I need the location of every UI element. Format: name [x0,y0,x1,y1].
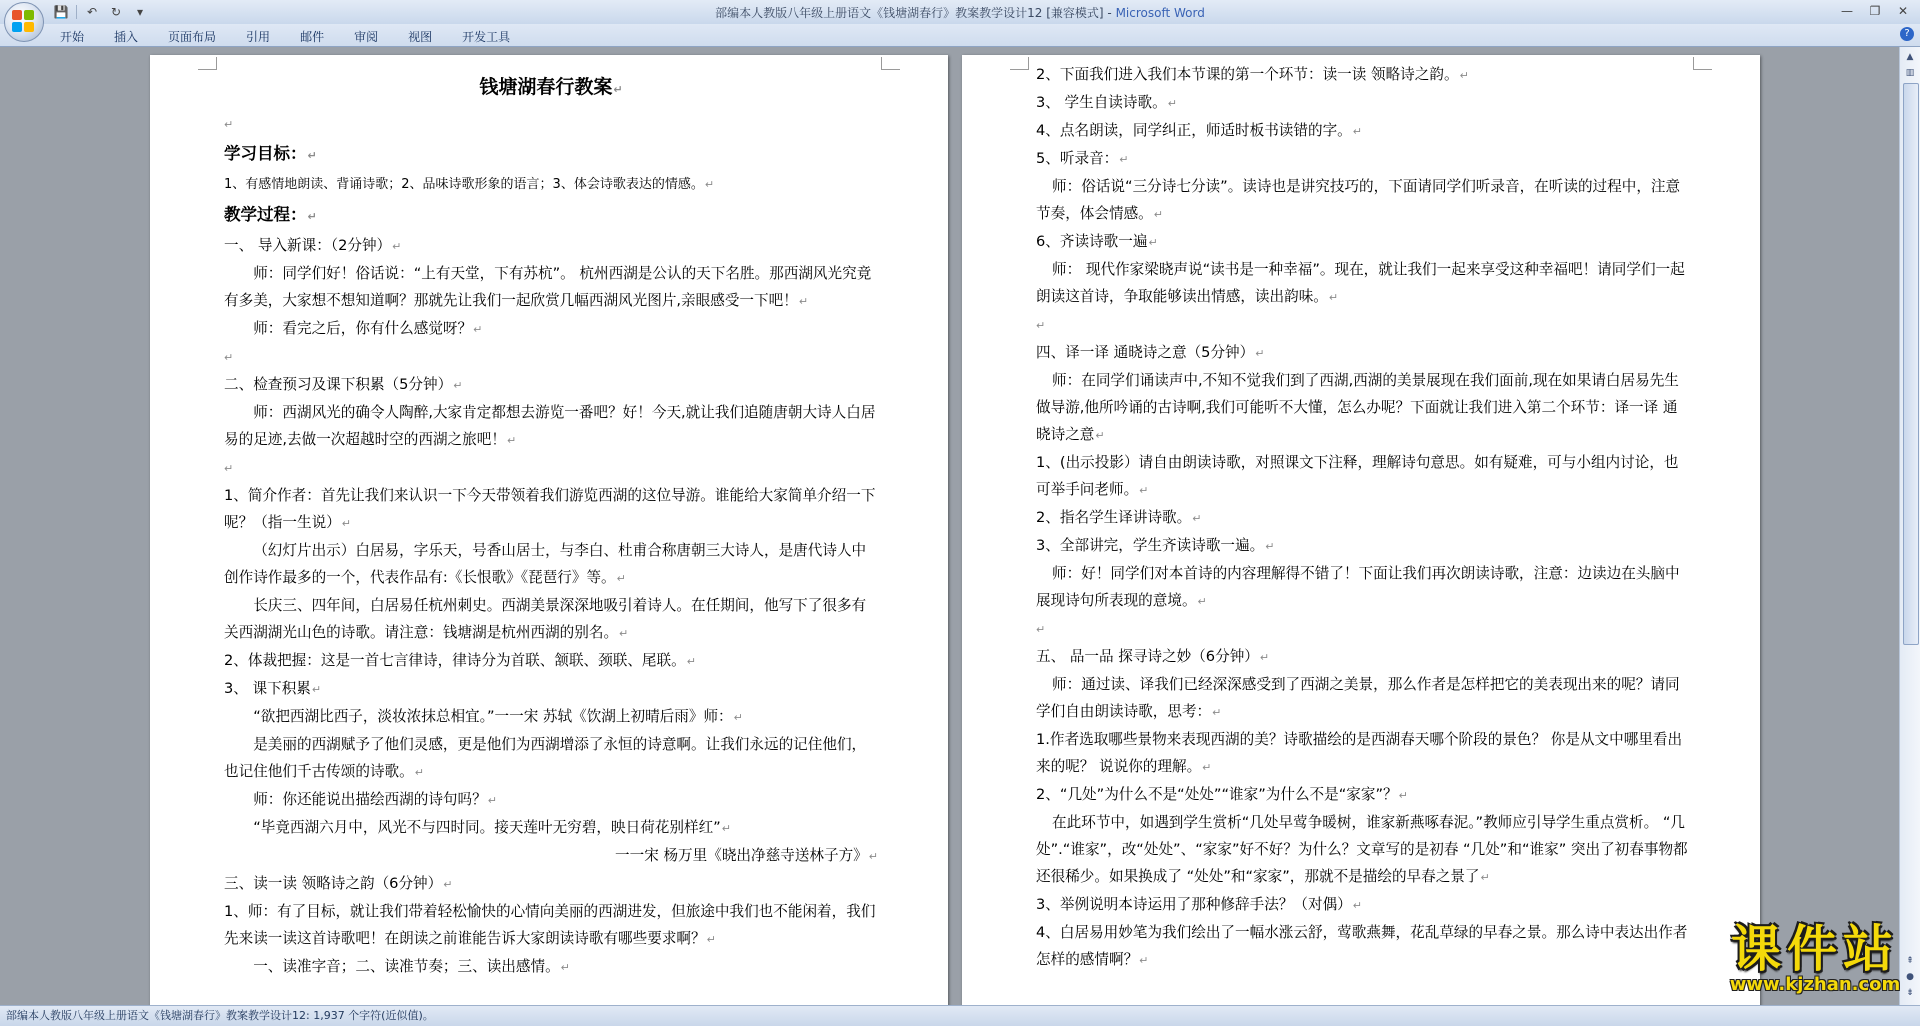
paragraph [1036,117,1690,145]
paragraph-text: 师：你还能说出描绘西湖的诗句吗？ [253,791,487,808]
tab-review[interactable]: 审阅 [354,30,379,44]
paragraph [224,232,878,260]
paragraph [224,870,878,898]
document-title: 部编本人教版八年级上册语文《钱塘湖春行》教案教学设计12 [兼容模式] - [715,6,1116,20]
restore-button[interactable]: ❐ [1869,4,1881,18]
paragraph-text: 一一宋 杨万里《晓出净慈寺送林子方》 [615,847,868,864]
document-area[interactable] [0,47,1900,1005]
paragraph-mark-icon: ↵ [1139,484,1149,497]
paragraph-mark-icon: ↵ [1398,789,1408,802]
paragraph [224,675,878,703]
page-left-content[interactable] [224,67,878,981]
tab-references[interactable]: 引用 [246,30,271,44]
paragraph-text: 1.作者选取哪些景物来表现西湖的美？诗歌描绘的是西湖春天哪个阶段的景色？ 你是从文中哪里看出来的呢？ 说说你的理解。 [1036,731,1683,775]
paragraph [1036,532,1690,560]
section-heading [224,138,878,171]
document-title-heading: 钱塘湖春行教案↵ [479,76,623,98]
paragraph-mark-icon: ↵ [1352,899,1362,912]
paragraph-text: 1、简介作者：首先让我们来认识一下今天带领着我们游览西湖的这位导游。谁能给大家简单介绍一下呢？（指一生说） [224,487,876,531]
paragraph [224,315,878,343]
paragraph-mark-icon: ↵ [1459,69,1469,82]
paragraph-mark-icon: ↵ [1259,651,1270,664]
paragraph-mark-icon: ↵ [1265,540,1275,553]
tab-insert[interactable]: 插入 [114,30,139,44]
paragraph-text: 3、 课下积累 [224,680,311,697]
paragraph-mark-icon: ↵ [704,178,715,191]
paragraph-text: 教学过程： [224,205,307,224]
document-page-right[interactable] [962,55,1760,1005]
tab-page-layout[interactable]: 页面布局 [168,30,217,44]
app-name: Microsoft Word [1115,6,1205,20]
paragraph-text: 3、举例说明本诗运用了那种修辞手法？（对偶） [1036,896,1352,913]
paragraph-mark-icon: ↵ [616,572,626,585]
paragraph-text: 3、 学生自读诗歌。 [1036,94,1167,111]
empty-paragraph [1036,615,1690,643]
tab-mailings[interactable]: 邮件 [300,30,325,44]
paragraph-mark-icon: ↵ [453,379,463,392]
crop-mark [1010,57,1029,70]
redo-icon[interactable]: ↻ [110,5,122,19]
paragraph-mark-icon: ↵ [311,683,322,696]
paragraph-text: 四、译一译 通晓诗之意（5分钟） [1036,344,1255,361]
paragraph [1036,643,1690,671]
document-page-left[interactable] [150,55,948,1005]
paragraph [1036,89,1690,117]
paragraph [224,647,878,675]
kjzhan-watermark-logo [1720,920,1910,1004]
page-right-content[interactable] [1036,61,1690,974]
paragraph-text: 6、齐读诗歌一遍 [1036,233,1148,250]
paragraph [224,537,878,592]
paragraph-mark-icon: ↵ [1119,153,1129,166]
paragraph-text: 师：西湖风光的确令人陶醉,大家肯定都想去游览一番吧？好！今天,就让我们追随唐朝大诗人白居易的足迹,去做一次超越时空的西湖之旅吧！ [224,404,876,448]
paragraph [1036,781,1690,809]
office-button[interactable] [4,2,44,42]
previous-page-icon[interactable]: ⇞ [1906,956,1914,966]
paragraph-text: 2、下面我们进入我们本节课的第一个环节：读一读 领略诗之韵。 [1036,66,1459,83]
paragraph-text: 2、“几处”为什么不是“处处”“谁家”为什么不是“家家”？ [1036,786,1398,803]
paragraph-mark-icon: ↵ [686,655,696,668]
paragraph [1036,726,1690,781]
paragraph-text: 三、读一读 领略诗之韵（6分钟） [224,875,443,892]
paragraph-mark-icon: ↵ [868,850,878,863]
window-title [0,4,1920,21]
paragraph-mark-icon: ↵ [721,822,731,835]
paragraph [224,371,878,399]
paragraph [1036,145,1690,173]
paragraph-text: 1、(出示投影）请自由朗读诗歌，对照课文下注释，理解诗句意思。如有疑难，可与小组内讨论，也可举手问老师。 [1036,454,1679,498]
paragraph-text: 1、师：有了目标，就让我们带着轻松愉快的心情向美丽的西湖进发，但旅途中我们也不能闲着，我们先来读一读这首诗歌吧！在朗读之前谁能告诉大家朗读诗歌有哪些要求啊？ [224,903,876,947]
paragraph-mark-icon: ↵ [473,323,483,336]
paragraph-text: “欲把西湖比西子，淡妆浓抹总相宜。”一一宋 苏轼《饮湖上初晴后雨》师： [253,708,733,725]
paragraph-text: 师：通过读、译我们已经深深感受到了西湖之美景，那么作者是怎样把它的美表现出来的呢？请同学们自由朗读诗歌，思考： [1036,676,1680,720]
paragraph [224,814,878,842]
paragraph [1036,367,1690,449]
paragraph [1036,256,1690,311]
browse-object-icon[interactable]: ● [1906,972,1914,982]
paragraph-mark-icon: ↵ [733,711,743,724]
empty-paragraph [224,454,878,482]
paragraph-mark-icon: ↵ [1192,512,1202,525]
vertical-scrollbar[interactable] [1899,47,1920,1005]
paragraph-text: 长庆三、四年间，白居易任杭州刺史。西湖美景深深地吸引着诗人。在任期间，他写下了很多有关西湖湖光山色的诗歌。请注意：钱塘湖是杭州西湖的别名。 [224,597,867,641]
status-text: 部编本人教版八年级上册语文《钱塘湖春行》教案教学设计12: 1,937 个字符(近似值)。 [6,1009,434,1022]
paragraph [1036,228,1690,256]
paragraph-mark-icon: ↵ [307,149,317,162]
paragraph-text: 是美丽的西湖赋予了他们灵感，更是他们为西湖增添了永恒的诗意啊。让我们永远的记住他们，也记住他们千古传颂的诗歌。 [224,736,867,780]
paragraph-text: 师：好！同学们对本首诗的内容理解得不错了！下面让我们再次朗读诗歌，注意：边读边在头脑中展现诗句所表现的意境。 [1036,565,1680,609]
paragraph-text: 1、有感情地朗读、背诵诗歌；2、品味诗歌形象的语言；3、体会诗歌表达的情感。 [224,177,704,192]
paragraph [1036,919,1690,974]
save-icon[interactable]: 💾 [53,5,69,19]
paragraph [1036,61,1690,89]
crop-mark [1693,57,1712,70]
scrollbar-thumb[interactable] [1903,83,1919,645]
tab-developer[interactable]: 开发工具 [462,30,511,44]
tab-view[interactable]: 视图 [408,30,433,44]
office-logo-icon [12,10,36,34]
paragraph-mark-icon: ↵ [798,295,809,308]
paragraph-text: 2、体裁把握：这是一首七言律诗，律诗分为首联、颔联、颈联、尾联。 [224,652,686,669]
paragraph-text: 二、检查预习及课下积累（5分钟） [224,376,453,393]
paragraph-mark-icon: ↵ [1148,236,1158,249]
paragraph [1036,671,1690,726]
ribbon-tabs [52,27,532,45]
paragraph-text: 5、听录音： [1036,150,1119,167]
logo-url: www.kjzhan.com [1729,974,1901,995]
paragraph [224,260,878,315]
paragraph-mark-icon: ↵ [1095,429,1105,442]
crop-mark [881,57,900,70]
logo-name: 课件站 [1731,920,1899,978]
paragraph-mark-icon: ↵ [1480,871,1490,884]
undo-icon[interactable]: ↶ [86,5,98,19]
help-icon[interactable]: ? [1900,27,1914,41]
paragraph [1036,809,1690,891]
paragraph-mark-icon: ↵ [1202,761,1212,774]
crop-mark [198,57,217,70]
empty-paragraph [224,110,878,138]
paragraph [224,703,878,731]
ruler-toggle-icon[interactable]: ▥ [1905,68,1915,78]
paragraph [1036,339,1690,367]
paragraph [1036,560,1690,615]
paragraph-text: 师：同学们好！俗话说：“上有天堂，下有苏杭”。 杭州西湖是公认的天下名胜。那西湖风光究竟有多美，大家想不想知道啊？那就先让我们一起欣赏几幅西湖风光图片,亲眼感受一下吧！ [224,265,872,309]
paragraph-text: “毕竟西湖六月中，风光不与四时同。接天莲叶无穷碧，映日荷花别样红” [253,819,721,836]
paragraph-text: 2、指名学生译讲诗歌。 [1036,509,1192,526]
paragraph-text: 一、 导入新课：（2分钟） [224,237,392,254]
minimize-button[interactable]: — [1841,4,1853,18]
paragraph-mark-icon: ↵ [1167,97,1177,110]
paragraph [224,953,878,981]
paragraph [224,399,878,454]
paragraph-text: 一、读准字音；二、读准节奏；三、读出感情。 [253,958,560,975]
paragraph-mark-icon: ↵ [619,627,629,640]
paragraph-text: 五、 品一品 探寻诗之妙（6分钟） [1036,648,1259,665]
paragraph-mark-icon: ↵ [706,933,716,946]
paragraph-mark-icon: ↵ [1212,706,1222,719]
paragraph-text: 师： 现代作家梁晓声说“读书是一种幸福”。现在，就让我们一起来享受这种幸福吧！请同学们一起朗读这首诗，争取能够读出情感，读出韵味。 [1036,261,1685,305]
status-bar [0,1005,1920,1026]
paragraph-text: 学习目标： [224,144,307,163]
paragraph-text: 在此环节中，如遇到学生赏析“几处早莺争暖树，谁家新燕啄春泥。”教师应引导学生重点赏析。 “几处”.“谁家”，改“处处”、“家家”好不好？为什么？文章写的是初春 “几处”和“谁家” 突出了初春事物都还很稀少。如果换成了 “处处”和“家家”，那就不是描绘的早春之景了 [1036,814,1688,885]
paragraph-text: 4、点名朗读，同学纠正，师适时板书读错的字。 [1036,122,1352,139]
paragraph [224,592,878,647]
paragraph-mark-icon: ↵ [1153,208,1163,221]
paragraph [224,482,878,537]
paragraph [1036,504,1690,532]
paragraph-mark-icon: ↵ [1197,595,1207,608]
paragraph-mark-icon: ↵ [1352,125,1362,138]
paragraph-mark-icon: ↵ [506,434,517,447]
paragraph [224,171,878,199]
paragraph-mark-icon: ↵ [392,240,402,253]
paragraph-mark-icon: ↵ [1139,954,1149,967]
paragraph [1036,891,1690,919]
paragraph-mark-icon: ↵ [560,961,570,974]
empty-paragraph [1036,311,1690,339]
paragraph-mark-icon: ↵ [414,766,424,779]
paragraph [224,898,878,953]
paragraph-mark-icon: ↵ [487,794,497,807]
next-page-icon[interactable]: ⇟ [1906,988,1914,998]
paragraph-mark-icon: ↵ [307,210,317,223]
tab-home[interactable]: 开始 [60,30,85,44]
paragraph [224,786,878,814]
close-button[interactable]: ✕ [1897,4,1909,18]
section-heading [224,199,878,232]
paragraph [224,731,878,786]
paragraph-mark-icon: ↵ [1328,291,1339,304]
paragraph-text: 师：俗话说“三分诗七分读”。读诗也是讲究技巧的，下面请同学们听录音，在听读的过程中，注意节奏，体会情感。 [1036,178,1681,222]
customize-qat-icon[interactable]: ▾ [136,5,144,19]
paragraph-text: （幻灯片出示）白居易，字乐天，号香山居士，与李白、杜甫合称唐朝三大诗人，是唐代诗人中创作诗作最多的一个，代表作品有:《长恨歌》《琵琶行》等。 [224,542,867,586]
paragraph-text: 4、白居易用妙笔为我们绘出了一幅水涨云舒，莺歌燕舞，花乱草绿的早春之景。那么诗中表达出作者怎样的感情啊？ [1036,924,1688,968]
ribbon-tab-bar [0,24,1920,47]
paragraph [224,842,878,870]
paragraph [1036,173,1690,228]
paragraph-text: 3、全部讲完，学生齐读诗歌一遍。 [1036,537,1265,554]
paragraph-mark-icon: ↵ [1255,347,1265,360]
paragraph [1036,449,1690,504]
title-bar [0,0,1920,25]
paragraph-text: 师：在同学们诵读声中,不知不觉我们到了西湖,西湖的美景展现在我们面前,现在如果请白居易先生做导游,他所吟诵的古诗啊,我们可能听不大懂，怎么办呢？下面就让我们进入第二个环节：译一译 通晓诗之意 [1036,372,1679,443]
scroll-up-icon[interactable]: ▲ [1906,52,1914,62]
window-controls [1834,2,1916,20]
paragraph-mark-icon: ↵ [443,878,453,891]
empty-paragraph [224,343,878,371]
paragraph-text: 师：看完之后，你有什么感觉呀？ [253,320,473,337]
paragraph-mark-icon: ↵ [341,517,351,530]
